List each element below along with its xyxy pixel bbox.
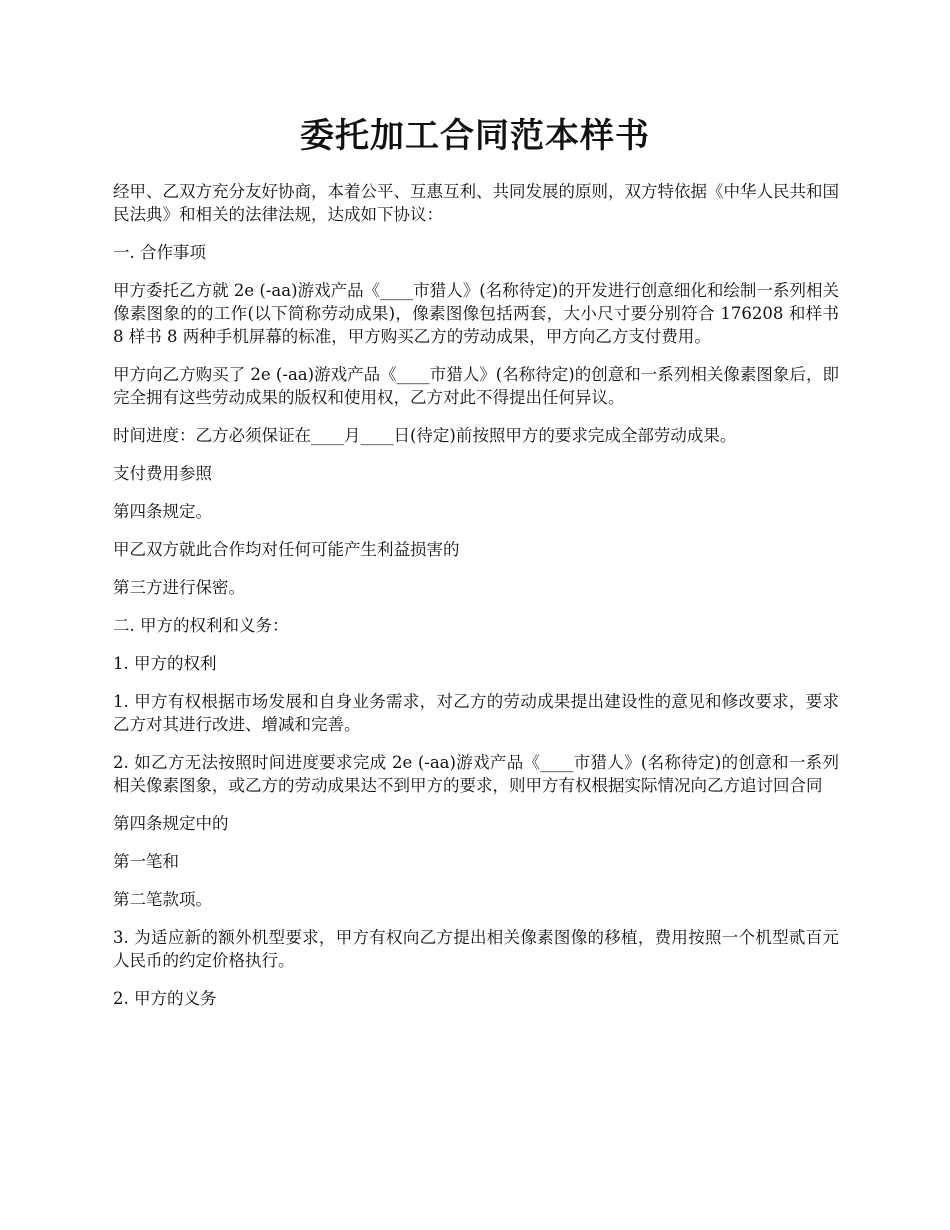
document-body xyxy=(113,180,839,1025)
paragraph: 甲方向乙方购买了 2e (-aa)游戏产品《____市猎人》(名称待定)的创意和一系列相关像素图象后，即完全拥有这些劳动成果的版权和使用权，乙方对此不得提出任何异议。 xyxy=(113,365,839,407)
paragraph: 第三方进行保密。 xyxy=(113,578,245,597)
paragraph: 3. 为适应新的额外机型要求，甲方有权向乙方提出相关像素图像的移植，费用按照一个机型贰百元人民币的约定价格执行。 xyxy=(113,928,839,970)
paragraph: 甲乙双方就此合作均对任何可能产生利益损害的 xyxy=(113,540,460,559)
paragraph: 时间进度：乙方必须保证在____月____日(待定)前按照甲方的要求完成全部劳动成果。 xyxy=(113,426,737,445)
section-heading-party-a: 二. 甲方的权利和义务： xyxy=(113,616,289,635)
paragraph: 第一笔和 xyxy=(113,852,179,871)
paragraph: 1. 甲方有权根据市场发展和自身业务需求，对乙方的劳动成果提出建设性的意见和修改要求，要求乙方对其进行改进、增减和完善。 xyxy=(113,692,839,734)
subsection-heading-rights: 1. 甲方的权利 xyxy=(113,654,217,673)
paragraph: 第四条规定中的 xyxy=(113,814,229,833)
intro-paragraph: 经甲、乙双方充分友好协商，本着公平、互惠互利、共同发展的原则，双方特依据《中华人民共和国民法典》和相关的法律法规，达成如下协议： xyxy=(113,182,839,224)
section-heading-cooperation: 一. 合作事项 xyxy=(113,243,206,262)
document-title: 委托加工合同范本样书 xyxy=(300,116,650,156)
paragraph: 第二笔款项。 xyxy=(113,890,212,909)
paragraph: 第四条规定。 xyxy=(113,502,212,521)
paragraph: 支付费用参照 xyxy=(113,464,212,483)
subsection-heading-obligations: 2. 甲方的义务 xyxy=(113,989,217,1008)
paragraph: 甲方委托乙方就 2e (-aa)游戏产品《____市猎人》(名称待定)的开发进行创意细化和绘制一系列相关像素图象的的工作(以下简称劳动成果)，像素图像包括两套，大小尺寸要分别符合 176208 和样书 8 样书 8 两种手机屏幕的标准，甲方购买乙方的劳动成果，甲方向乙方支付费用。 xyxy=(113,281,839,346)
paragraph: 2. 如乙方无法按照时间进度要求完成 2e (-aa)游戏产品《____市猎人》(名称待定)的创意和一系列相关像素图象，或乙方的劳动成果达不到甲方的要求，则甲方有权根据实际情况向乙方追讨回合同 xyxy=(113,753,839,795)
